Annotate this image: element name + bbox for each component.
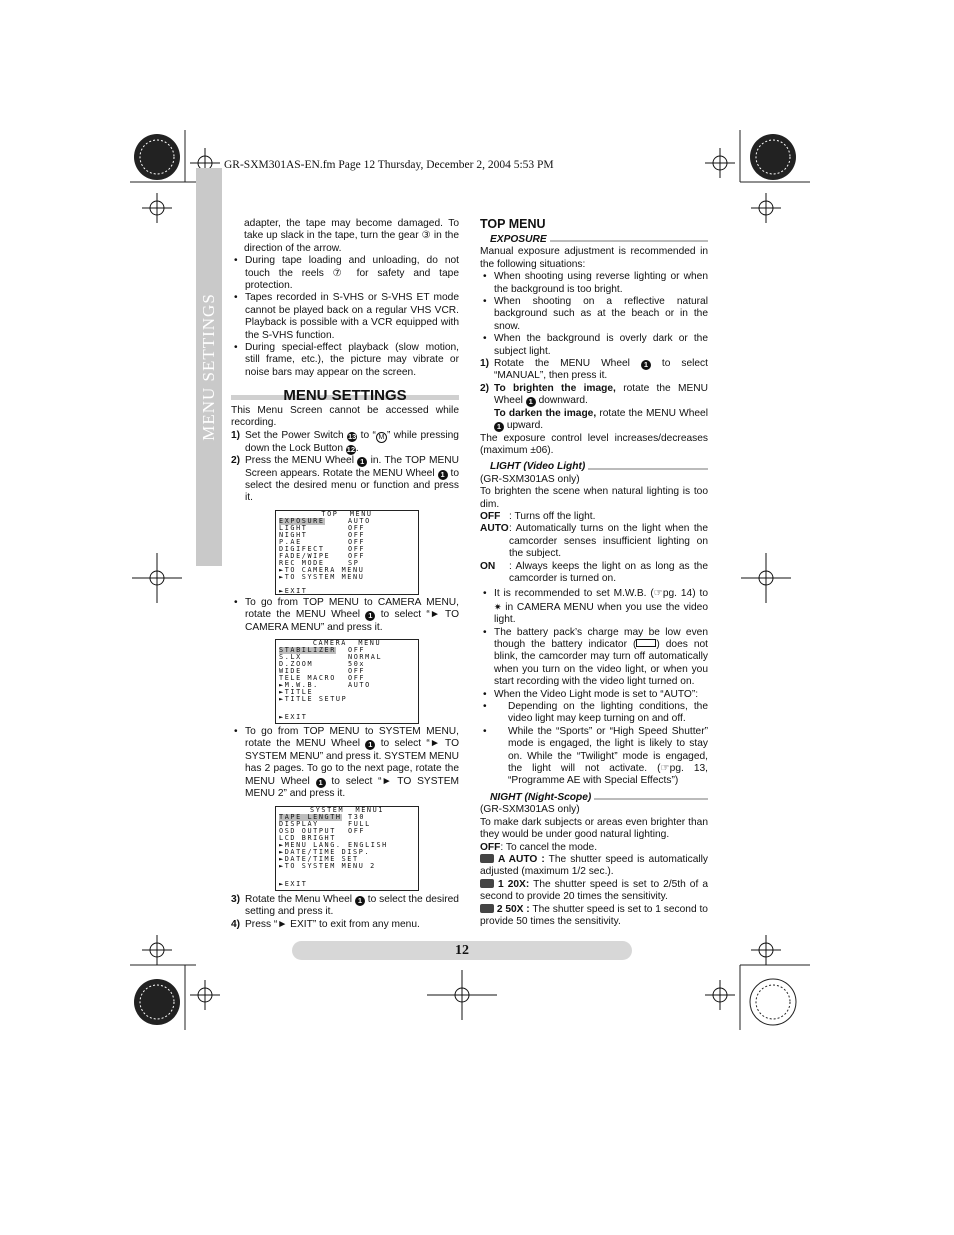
menu-item-label: DISPLAY <box>279 820 319 828</box>
menu-item-value: SP <box>348 559 360 567</box>
menu-item-label: ►DATE/TIME DISP. <box>279 848 371 856</box>
light-intro: To brighten the scene when natural lighting is too dim. <box>480 486 708 510</box>
list-item: • During tape loading and unloading, do not touch the reels ⑦ for safety and tape protection. <box>231 255 459 292</box>
light-on: ON : Always keeps the light on as long as the camcorder is turned on. <box>480 560 708 584</box>
exposure-step-2: 2) To brighten the image, rotate the MENU Wheel 1 downward. To darken the image, rotate the MENU Wheel 1 upward. <box>480 382 708 432</box>
list-subitem: • While the “Sports” or “High Speed Shutter” mode is engaged, the light is likely to stay on. While the “Twilight” mode is engaged, the light will not activate. (☞pg. 13, “Programme AE with Special Effects”) <box>480 726 708 788</box>
menu-item-label: ►TITLE SETUP <box>279 695 348 703</box>
menu-item-label: REC MODE <box>279 559 325 567</box>
night-model: (GR-SXM301AS only) <box>480 804 580 816</box>
menu-item-label: P.AE <box>279 538 302 546</box>
menu-item-value: OFF <box>348 674 366 682</box>
menu-row <box>276 574 418 581</box>
menu-item-value: OFF <box>348 538 366 546</box>
night-intro: To make dark subjects or areas even brighter than they would be under good natural lighting. <box>480 816 708 841</box>
list-item: • It is recommended to set M.W.B. (☞pg. 14) to ✷ in CAMERA MENU when you use the video light. <box>480 588 708 626</box>
owl-icon <box>480 904 494 913</box>
menu-item-label: ►DATE/TIME SET <box>279 855 359 863</box>
exit-item: ►EXIT <box>279 880 308 888</box>
menu-item-label: TELE MACRO <box>279 674 336 682</box>
menu-item-value: OFF <box>348 646 366 654</box>
light-model: (GR-SXM301AS only) <box>480 473 580 485</box>
menu-item-value: ENGLISH <box>348 841 388 849</box>
night-off: OFF: To cancel the mode. <box>480 841 598 853</box>
menu-item-label: ►M.W.B. <box>279 681 319 689</box>
menu-item-value: OFF <box>348 667 366 675</box>
menu-item-value: 50x <box>348 660 366 668</box>
final-steps <box>231 894 459 931</box>
screen-title: TOP MENU <box>321 510 373 518</box>
menu-item-label: TAPE LENGTH <box>279 813 342 821</box>
menu-item-label: DIGIFECT <box>279 545 325 553</box>
battery-icon <box>636 639 656 647</box>
menu-item-value: NORMAL <box>348 653 383 661</box>
exit-item: ►EXIT <box>279 587 308 595</box>
light-off: OFF : Turns off the light. <box>480 510 596 522</box>
step-1: 1) Set the Power Switch 13 to “ M ” while pressing down the Lock Button 12. <box>231 429 459 454</box>
menu-row <box>276 863 418 870</box>
exposure-heading: EXPOSURE <box>480 234 708 246</box>
menu-item-label: OSD OUTPUT <box>279 827 336 835</box>
menu-item-label: WIDE <box>279 667 302 675</box>
menu-row <box>276 696 418 703</box>
list-item: • When shooting using reverse lighting or when the background is too bright. <box>480 271 708 296</box>
page-number: 12 <box>292 941 632 960</box>
camera-menu-screen <box>275 639 419 724</box>
menu-item-value: OFF <box>348 545 366 553</box>
list-item: • When shooting on a reflective natural background such as at the beach or in the snow. <box>480 296 708 333</box>
menu-item-label: S.LX <box>279 653 302 661</box>
menu-item-value: OFF <box>348 827 366 835</box>
screen-title: SYSTEM MENU1 <box>310 806 384 814</box>
menu-item-value: AUTO <box>348 681 371 689</box>
night-heading: NIGHT (Night-Scope) <box>480 792 708 804</box>
menu-item-label: FADE/WIPE <box>279 552 331 560</box>
list-item: • The battery pack’s charge may be low even though the battery indicator ( ) does not blink, the camcorder may turn off automatically when you turn on the video light, or when you start recording with the video light turned on. <box>480 627 708 689</box>
file-tag: GR-SXM301AS-EN.fm Page 12 Thursday, December 2, 2004 5:53 PM <box>224 159 554 171</box>
step-3: 3) Rotate the Menu Wheel 1 to select the desired setting and press it. <box>231 894 459 918</box>
menu-item-label: D.ZOOM <box>279 660 314 668</box>
menu-item-value: T30 <box>348 813 366 821</box>
menu-item-label: ►TO CAMERA MENU <box>279 566 365 574</box>
menu-item-label: ►TO SYSTEM MENU <box>279 573 365 581</box>
list-item: • To go from TOP MENU to SYSTEM MENU, rotate the MENU Wheel 1 to select “► TO SYSTEM MENU” and press it. SYSTEM MENU has 2 pages. To go to the next page, rotate the MENU Wheel 1 to select “► TO SYSTEM MENU 2” and press it. <box>231 726 459 800</box>
bullet-system <box>231 726 459 800</box>
night-20x: 1 20X: The shutter speed is set to 2/5th of a second to provide 20 times the sensitivity. <box>480 878 708 903</box>
owl-icon <box>480 879 494 888</box>
list-item: • To go from TOP MENU to CAMERA MENU, rotate the MENU Wheel 1 to select “► TO CAMERA MENU” and press it. <box>231 597 459 634</box>
list-item: • During special-effect playback (slow motion, still frame, etc.), the picture may vibrate or noise bars may appear on the screen. <box>231 342 459 379</box>
left-column <box>231 218 459 379</box>
menu-item-label: ►TITLE <box>279 688 314 696</box>
exposure-intro: Manual exposure adjustment is recommended in the following situations: <box>480 246 708 270</box>
section-heading: MENU SETTINGS <box>231 387 459 404</box>
menu-item-label: EXPOSURE <box>279 517 325 525</box>
menu-item-value: OFF <box>348 524 366 532</box>
list-item: • When the background is overly dark or the subject light. <box>480 333 708 358</box>
sidebar-title: MENU SETTINGS <box>199 293 218 441</box>
night-auto: A AUTO : The shutter speed is automatically adjusted (maximum 1/2 sec.). <box>480 853 708 878</box>
exposure-level: The exposure control level increases/decreases (maximum ±06). <box>480 432 708 456</box>
light-auto: AUTO : Automatically turns on the light when the camcorder senses insufficient lighting on the subject. <box>480 523 708 560</box>
intro-text: This Menu Screen cannot be accessed while recording. <box>231 405 459 429</box>
menu-item-label: NIGHT <box>279 531 308 539</box>
continued-text: adapter, the tape may become damaged. To take up slack in the tape, turn the gear ③ in the direction of the arrow. <box>244 218 459 254</box>
menu-item-label: STABILIZER <box>279 646 336 654</box>
list-item: • When the Video Light mode is set to “AUTO”: <box>480 689 708 701</box>
light-bulb-icon: ✷ <box>494 601 502 612</box>
night-50x: 2 50X : The shutter speed is set to 1 second to provide 50 times the sensitivity. <box>480 903 708 927</box>
light-heading: LIGHT (Video Light) <box>480 461 708 473</box>
top-menu-heading: TOP MENU <box>480 217 546 231</box>
step-2: 2) Press the MENU Wheel 1 in. The TOP MENU Screen appears. Rotate the MENU Wheel 1 to select the desired menu or function and press it. <box>231 455 459 504</box>
menu-item-label: LCD BRIGHT <box>279 834 336 842</box>
menu-item-value: FULL <box>348 820 371 828</box>
menu-item-value: OFF <box>348 531 366 539</box>
screen-title: CAMERA MENU <box>312 639 382 647</box>
menu-item-label: ►TO SYSTEM MENU 2 <box>279 862 376 870</box>
right-column <box>480 217 708 928</box>
m-icon: M <box>376 432 387 443</box>
list-item: • Tapes recorded in S-VHS or S-VHS ET mode cannot be played back on a regular VHS VCR. Playback is possible with a VCR equipped with the S-VHS function. <box>231 292 459 342</box>
menu-item-value: OFF <box>348 552 366 560</box>
menu-item-value: AUTO <box>348 517 371 525</box>
exit-item: ►EXIT <box>279 713 308 721</box>
menu-item-label: ►MENU LANG. <box>279 841 342 849</box>
exposure-step-1: 1) Rotate the MENU Wheel 1 to select “MANUAL”, then press it. <box>480 358 708 382</box>
bullet-camera <box>231 597 459 634</box>
system-menu-screen <box>275 806 419 891</box>
menu-item-label: LIGHT <box>279 524 308 532</box>
owl-icon <box>480 854 494 863</box>
top-menu-screen <box>275 510 419 595</box>
left-steps <box>231 405 459 505</box>
step-4: 4) Press “► EXIT” to exit from any menu. <box>231 918 420 930</box>
list-subitem: • Depending on the lighting conditions, the video light may keep turning on and off. <box>480 701 708 726</box>
